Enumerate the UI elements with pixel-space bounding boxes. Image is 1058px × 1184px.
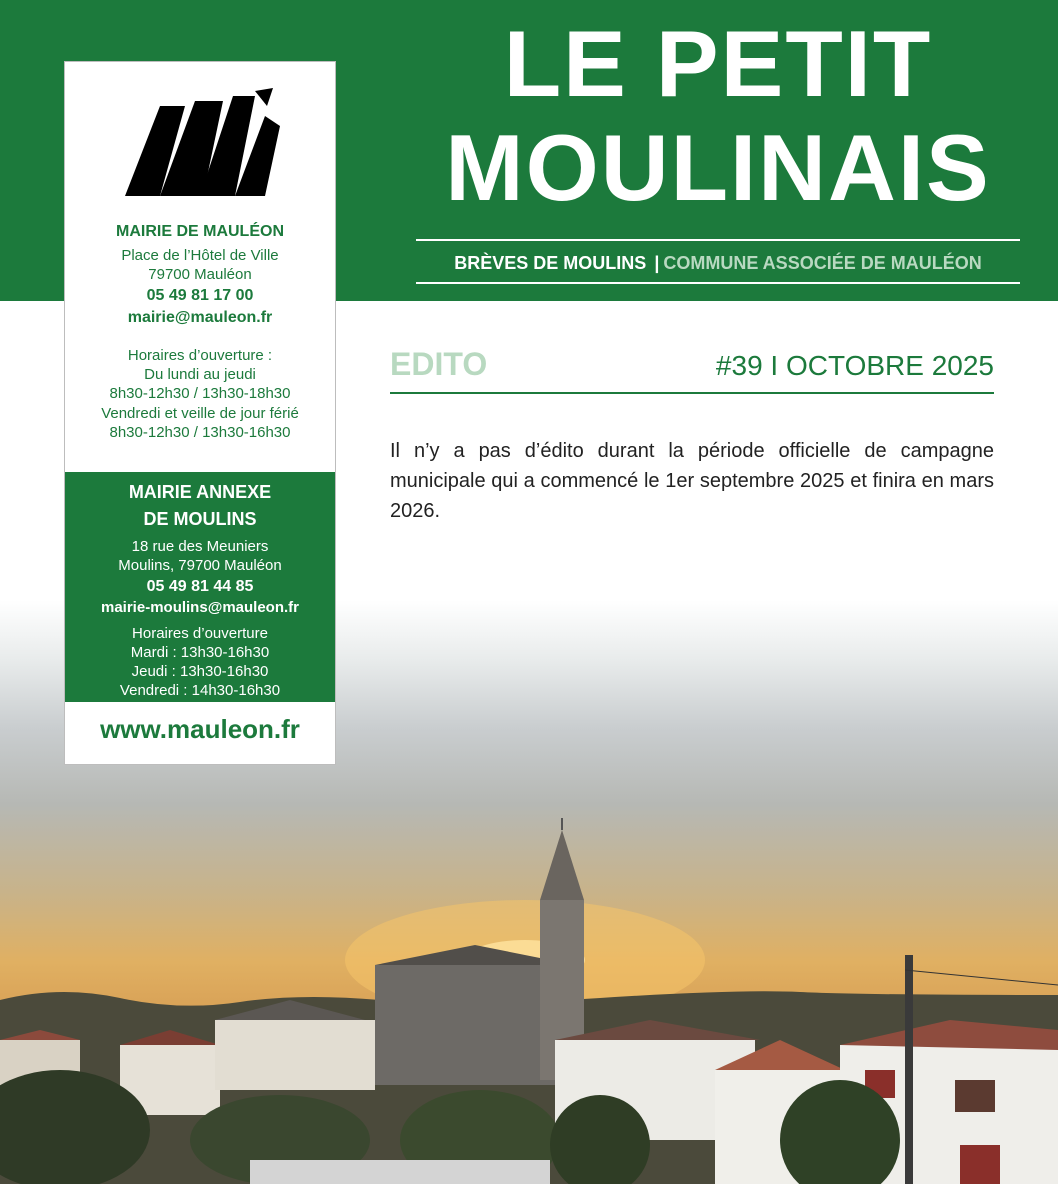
mairie-hours-3: Vendredi et veille de jour férié <box>101 405 299 422</box>
edito-label: EDITO <box>390 346 488 382</box>
annexe-block <box>65 472 335 702</box>
subtitle-separator: | <box>654 253 660 273</box>
mauleon-logo-icon <box>105 76 295 206</box>
subtitle-right: COMMUNE ASSOCIÉE DE MAULÉON <box>663 253 982 273</box>
title-rule-bottom <box>416 282 1020 284</box>
mairie-address1: Place de l’Hôtel de Ville <box>121 247 279 264</box>
contact-card <box>64 61 336 765</box>
annexe-address1: 18 rue des Meuniers <box>131 538 269 555</box>
subtitle-left: BRÈVES DE MOULINS <box>454 253 647 273</box>
newsletter-title-line1: LE PETIT <box>503 11 933 116</box>
annexe-hours-3: Vendredi : 14h30-16h30 <box>119 682 281 699</box>
mairie-email[interactable]: mairie@mauleon.fr <box>127 309 273 326</box>
annexe-name2: DE MOULINS <box>143 509 257 529</box>
mairie-phone[interactable]: 05 49 81 17 00 <box>146 287 254 304</box>
mairie-hours-4: 8h30-12h30 / 13h30-16h30 <box>109 424 291 441</box>
edito-rule <box>390 392 994 394</box>
annexe-hours-1: Mardi : 13h30-16h30 <box>130 644 270 661</box>
title-rule-top <box>416 239 1020 241</box>
annexe-address2: Moulins, 79700 Mauléon <box>118 557 282 574</box>
issue-number: #39 I OCTOBRE 2025 <box>715 350 994 381</box>
newsletter-subtitle <box>416 251 1020 275</box>
newsletter-title-line2: MOULINAIS <box>445 115 991 220</box>
annexe-hours-title: Horaires d’ouverture <box>132 625 268 642</box>
mairie-address2: 79700 Mauléon <box>148 266 252 283</box>
annexe-name1: MAIRIE ANNEXE <box>128 482 272 502</box>
website-link[interactable]: www.mauleon.fr <box>100 714 300 744</box>
mairie-name: MAIRIE DE MAULÉON <box>116 223 284 240</box>
annexe-phone[interactable]: 05 49 81 44 85 <box>146 578 254 595</box>
mairie-hours-1: Du lundi au jeudi <box>144 366 256 383</box>
edito-text: Il n’y a pas d’édito durant la période officielle de campagne municipale qui a commencé le 1er septembre 2025 et finira en mars 2026. <box>390 440 994 522</box>
mairie-hours-2: 8h30-12h30 / 13h30-18h30 <box>109 385 291 402</box>
annexe-hours-2: Jeudi : 13h30-16h30 <box>131 663 269 680</box>
annexe-email[interactable]: mairie-moulins@mauleon.fr <box>101 599 299 616</box>
mairie-hours-title: Horaires d’ouverture : <box>127 347 273 364</box>
